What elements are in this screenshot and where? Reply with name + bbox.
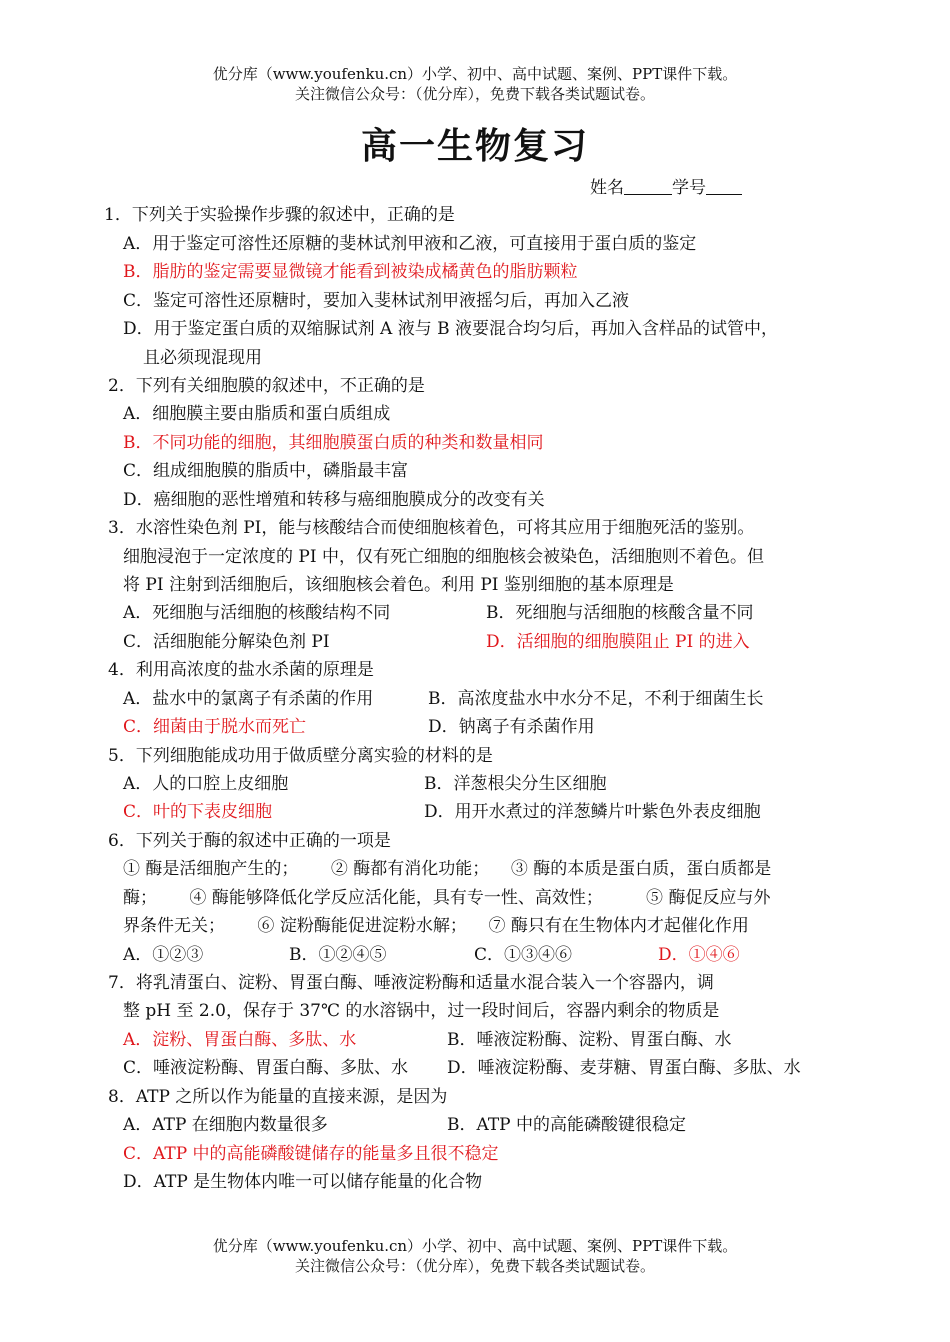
q6-stem: 6．下列关于酶的叙述中正确的一项是: [108, 831, 391, 851]
q8-option-c-answer: C．ATP 中的高能磷酸键储存的能量多且很不稳定: [123, 1144, 499, 1164]
name-label: 姓名: [590, 178, 624, 198]
q1-option-d-cont: 且必须现混现用: [143, 348, 262, 368]
q2-stem: 2．下列有关细胞膜的叙述中，不正确的是: [108, 376, 425, 396]
q3-stem-1: 3．水溶性染色剂 PI，能与核酸结合而使细胞核着色，可将其应用于细胞死活的鉴别。: [108, 518, 755, 538]
q3-option-b: B．死细胞与活细胞的核酸含量不同: [486, 603, 754, 623]
q7-option-b: B．唾液淀粉酶、淀粉、胃蛋白酶、水: [447, 1030, 732, 1050]
id-blank[interactable]: [706, 176, 742, 195]
q6-statements-1: ① 酶是活细胞产生的； ② 酶都有消化功能； ③ 酶的本质是蛋白质，蛋白质都是: [123, 859, 772, 879]
q6-option-c: C．①③④⑥: [474, 945, 573, 965]
q7-stem-1: 7．将乳清蛋白、淀粉、胃蛋白酶、唾液淀粉酶和适量水混合装入一个容器内，调: [108, 973, 714, 993]
q3-stem-2: 细胞浸泡于一定浓度的 PI 中，仅有死亡细胞的细胞核会被染色，活细胞则不着色。但: [123, 547, 764, 567]
q4-option-a: A．盐水中的氯离子有杀菌的作用: [123, 689, 374, 709]
q3-option-d-answer: D．活细胞的细胞膜阻止 PI 的进入: [486, 632, 750, 652]
name-blank[interactable]: [624, 176, 672, 195]
q5-stem: 5．下列细胞能成功用于做质壁分离实验的材料的是: [108, 746, 493, 766]
header-line-2: 关注微信公众号：（优分库），免费下载各类试题试卷。: [294, 85, 655, 103]
q6-option-a: A．①②③: [123, 945, 204, 965]
q6-statements-2: 酶； ④ 酶能够降低化学反应活化能，具有专一性、高效性； ⑤ 酶促反应与外: [123, 888, 771, 908]
q6-option-d-answer: D．①④⑥: [658, 945, 740, 965]
q2-option-a: A．细胞膜主要由脂质和蛋白质组成: [123, 404, 391, 424]
page-title: 高一生物复习: [360, 125, 589, 167]
id-label: 学号: [672, 178, 706, 198]
q1-stem: 1．下列关于实验操作步骤的叙述中，正确的是: [104, 205, 455, 225]
name-id-line: [590, 176, 742, 200]
header-line-1: 优分库（www.youfenku.cn）小学、初中、高中试题、案例、PPT课件下载。: [212, 65, 738, 83]
q2-option-b-answer: B．不同功能的细胞，其细胞膜蛋白质的种类和数量相同: [123, 433, 544, 453]
q7-option-a-answer: A．淀粉、胃蛋白酶、多肽、水: [123, 1030, 357, 1050]
q1-option-a: A．用于鉴定可溶性还原糖的斐林试剂甲液和乙液，可直接用于蛋白质的鉴定: [123, 234, 697, 254]
q6-option-b: B．①②④⑤: [289, 945, 387, 965]
q8-option-a: A．ATP 在细胞内数量很多: [123, 1115, 328, 1135]
q7-option-c: C．唾液淀粉酶、胃蛋白酶、多肽、水: [123, 1058, 409, 1078]
q5-option-b: B．洋葱根尖分生区细胞: [424, 774, 607, 794]
q8-option-b: B．ATP 中的高能磷酸键很稳定: [447, 1115, 687, 1135]
page-header: [0, 64, 950, 104]
q7-stem-2: 整 pH 至 2.0，保存于 37℃ 的水溶锅中，过一段时间后，容器内剩余的物质是: [123, 1001, 720, 1021]
footer-line-1: 优分库（www.youfenku.cn）小学、初中、高中试题、案例、PPT课件下载。: [212, 1237, 738, 1255]
q8-stem: 8．ATP 之所以作为能量的直接来源，是因为: [108, 1087, 448, 1107]
q3-option-a: A．死细胞与活细胞的核酸结构不同: [123, 603, 391, 623]
q4-stem: 4．利用高浓度的盐水杀菌的原理是: [108, 660, 374, 680]
q3-stem-3: 将 PI 注射到活细胞后，该细胞核会着色。利用 PI 鉴别细胞的基本原理是: [123, 575, 674, 595]
q2-option-d: D．癌细胞的恶性增殖和转移与癌细胞膜成分的改变有关: [123, 490, 545, 510]
q7-option-d: D．唾液淀粉酶、麦芽糖、胃蛋白酶、多肽、水: [447, 1058, 801, 1078]
q1-option-d: D．用于鉴定蛋白质的双缩脲试剂 A 液与 B 液要混合均匀后，再加入含样品的试管中，: [123, 319, 779, 339]
q4-option-d: D．钠离子有杀菌作用: [428, 717, 595, 737]
q4-option-b: B．高浓度盐水中水分不足，不利于细菌生长: [428, 689, 764, 709]
q2-option-c: C．组成细胞膜的脂质中，磷脂最丰富: [123, 461, 409, 481]
q6-statements-3: 界条件无关； ⑥ 淀粉酶能促进淀粉水解； ⑦ 酶只有在生物体内才起催化作用: [123, 916, 749, 936]
q8-option-d: D．ATP 是生物体内唯一可以储存能量的化合物: [123, 1172, 483, 1192]
q5-option-c-answer: C．叶的下表皮细胞: [123, 802, 273, 822]
q4-option-c-answer: C．细菌由于脱水而死亡: [123, 717, 307, 737]
q5-option-a: A．人的口腔上皮细胞: [123, 774, 289, 794]
q1-option-c: C．鉴定可溶性还原糖时，要加入斐林试剂甲液摇匀后，再加入乙液: [123, 291, 630, 311]
q1-option-b-answer: B．脂肪的鉴定需要显微镜才能看到被染成橘黄色的脂肪颗粒: [123, 262, 578, 282]
q3-option-c: C．活细胞能分解染色剂 PI: [123, 632, 330, 652]
q5-option-d: D．用开水煮过的洋葱鳞片叶紫色外表皮细胞: [424, 802, 761, 822]
page-footer: [0, 1236, 950, 1276]
footer-line-2: 关注微信公众号：（优分库），免费下载各类试题试卷。: [294, 1257, 655, 1275]
